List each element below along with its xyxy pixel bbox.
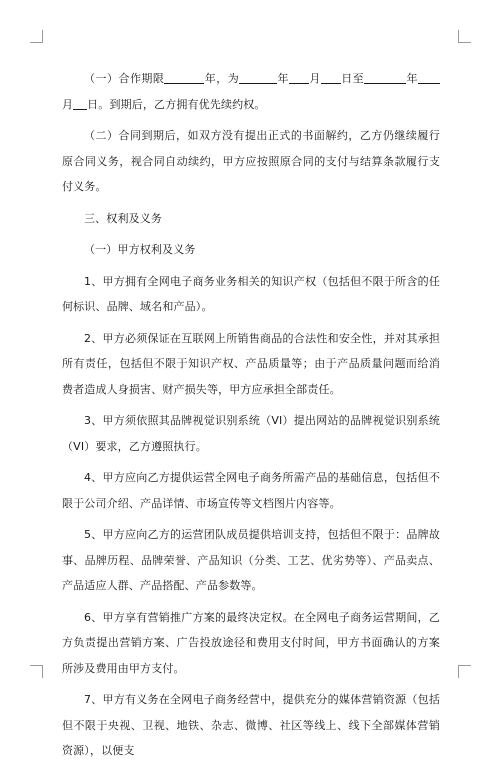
clause-item: 7、甲方有义务在全网电子商务经营中，提供充分的媒体营销资源（包括但不限于央视、卫视、地铁、杂志、微博、社区等线上、线下全部媒体营销资源），以便支 <box>62 693 440 757</box>
clause-item: 2、甲方必须保证在互联网上所销售商品的合法性和安全性，并对其承担所有责任，包括但不限于知识产权、产品质量等；由于产品质量问题而给消费者造成人身损害、财产损失等，甲方应承担全部责任。 <box>62 331 440 396</box>
document-body <box>62 66 440 764</box>
blank-field <box>73 97 87 110</box>
section-heading: 三、权利及义务 <box>84 211 163 225</box>
term-clause: （一）合作期限 年，为 年 月 日至 年月 日。到期后，乙方拥有优先续约权。 <box>62 66 440 117</box>
clause-item: 5、甲方应向乙方的运营团队成员提供培训支持，包括但不限于：品牌故事、品牌历程、品牌荣誉、产品知识（分类、工艺、优劣势等）、产品卖点、产品适应人群、产品搭配、产品参数等。 <box>62 528 440 592</box>
clause-item: 1、甲方拥有全网电子商务业务相关的知识产权（包括但不限于所含的任何标识、品牌、域名和产品）。 <box>62 274 440 313</box>
clause-item: 3、甲方须依照其品牌视觉识别系统（VI）提出网站的品牌视觉识别系统（VI）要求，乙方遵照执行。 <box>62 414 440 453</box>
blank-field <box>164 71 204 84</box>
blank-field <box>418 71 440 84</box>
blank-field <box>364 71 406 84</box>
blank-field <box>289 71 309 84</box>
blank-field <box>239 71 277 84</box>
crop-mark-bottom-left <box>30 665 43 678</box>
clause-item: 4、甲方应向乙方提供运营全网电子商务所需产品的基础信息，包括但不限于公司介绍、产品详情、市场宣传等文档图片内容等。 <box>62 471 440 510</box>
crop-mark-top-right <box>458 30 471 43</box>
crop-mark-top-left <box>30 30 43 43</box>
subsection-heading: （一）甲方权利及义务 <box>84 243 196 256</box>
renewal-clause: （二）合同到期后，如双方没有提出正式的书面解约，乙方仍继续履行原合同义务，视合同自动续约，甲方应按照原合同的支付与结算条款履行支付义务。 <box>62 129 440 193</box>
blank-field <box>321 71 341 84</box>
clause-item: 6、甲方享有营销推广方案的最终决定权。在全网电子商务运营期间，乙方负责提出营销方案、广告投放途径和费用支付时间，甲方书面确认的方案所涉及费用由甲方支付。 <box>62 610 440 675</box>
crop-mark-bottom-right <box>458 665 471 678</box>
